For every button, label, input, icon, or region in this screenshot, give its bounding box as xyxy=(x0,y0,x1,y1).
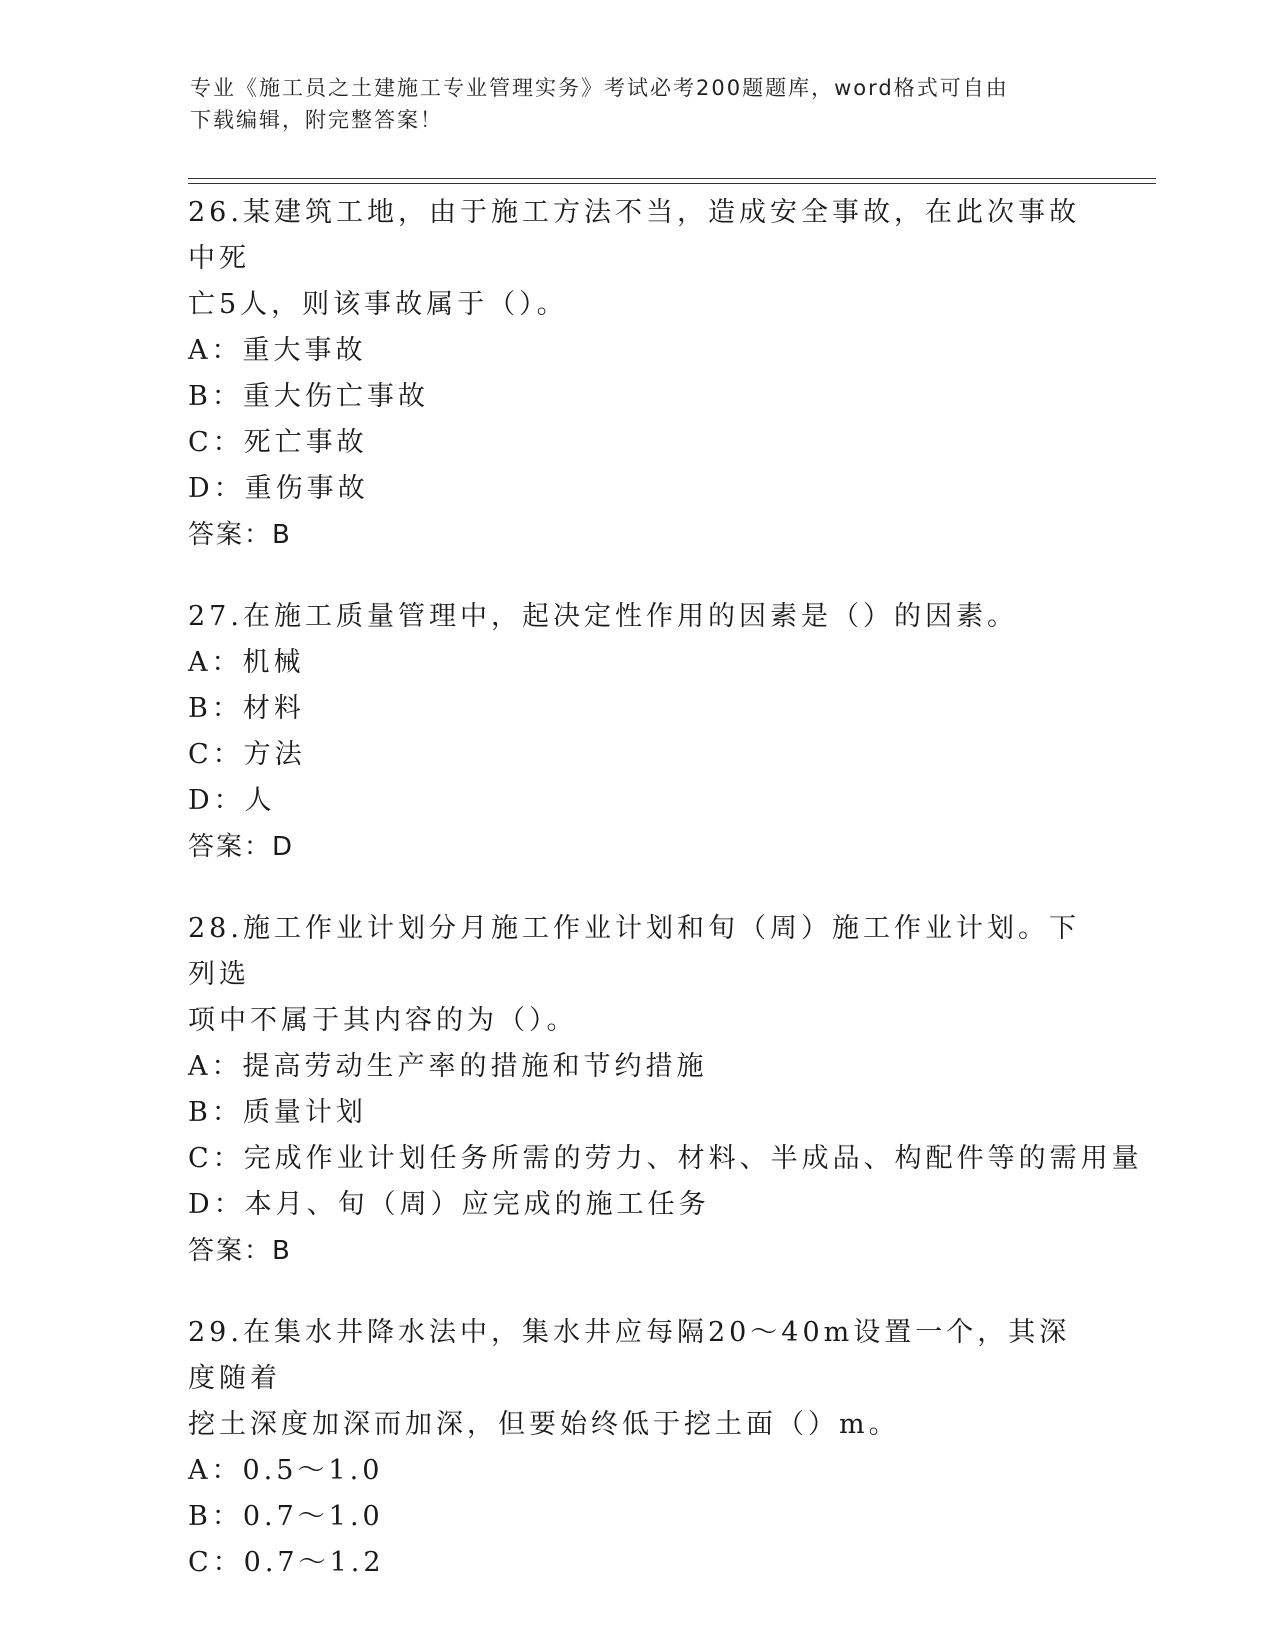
question-stem: 挖土深度加深而加深，但要始终低于挖土面（）m。 xyxy=(188,1409,900,1440)
answer-text: 答案：D xyxy=(188,832,295,862)
option-a: A：重大事故 xyxy=(188,335,367,366)
option-b: B：0.7～1.0 xyxy=(188,1501,384,1532)
option-b: B：材料 xyxy=(188,693,305,724)
question-stem: 项中不属于其内容的为（）。 xyxy=(188,1005,578,1036)
question-stem: 亡5人，则该事故属于（）。 xyxy=(188,289,568,320)
question-28 xyxy=(188,906,1143,1274)
question-stem: 28.施工作业计划分月施工作业计划和旬（周）施工作业计划。下列选 xyxy=(188,913,1080,990)
question-26 xyxy=(188,190,1088,558)
option-d: D：本月、旬（周）应完成的施工任务 xyxy=(188,1189,710,1220)
answer-text: 答案：B xyxy=(188,1236,292,1266)
option-c: C：方法 xyxy=(188,739,306,770)
option-a: A：0.5～1.0 xyxy=(188,1455,384,1486)
question-29 xyxy=(188,1310,1088,1586)
document-header xyxy=(190,72,1070,136)
option-d: D：重伤事故 xyxy=(188,473,369,504)
option-c: C：完成作业计划任务所需的劳力、材料、半成品、构配件等的需用量 xyxy=(188,1143,1143,1174)
header-line-1: 专业《施工员之土建施工专业管理实务》考试必考200题题库，word格式可自由 xyxy=(190,76,1009,100)
question-stem: 27.在施工质量管理中，起决定性作用的因素是（）的因素。 xyxy=(188,601,1018,632)
option-d: D：人 xyxy=(188,785,276,816)
option-b: B：重大伤亡事故 xyxy=(188,381,429,412)
question-stem: 26.某建筑工地，由于施工方法不当，造成安全事故，在此次事故中死 xyxy=(188,197,1080,274)
header-divider-top xyxy=(188,178,1156,179)
option-c: C：0.7～1.2 xyxy=(188,1547,385,1578)
header-divider-bottom xyxy=(188,183,1156,184)
header-line-2: 下载编辑，附完整答案！ xyxy=(190,108,443,132)
option-a: A：提高劳动生产率的措施和节约措施 xyxy=(188,1051,708,1082)
answer-text: 答案：B xyxy=(188,520,292,550)
option-a: A：机械 xyxy=(188,647,305,678)
question-27 xyxy=(188,594,1088,870)
question-list xyxy=(188,190,1143,1622)
question-stem: 29.在集水井降水法中，集水井应每隔20～40m设置一个，其深度随着 xyxy=(188,1317,1071,1394)
option-c: C：死亡事故 xyxy=(188,427,368,458)
option-b: B：质量计划 xyxy=(188,1097,367,1128)
